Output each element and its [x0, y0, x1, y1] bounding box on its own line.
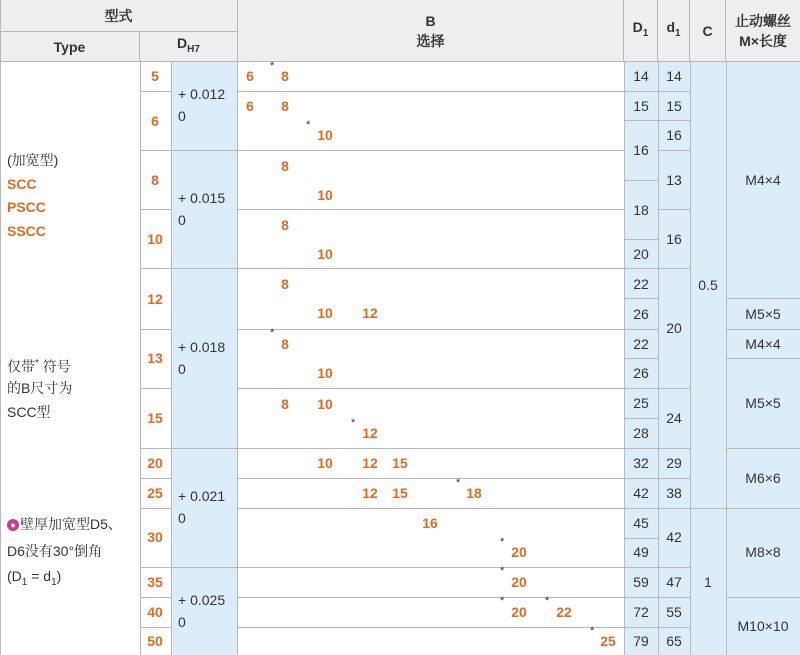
grid-line: [658, 627, 690, 628]
d1-value: 14: [666, 68, 682, 84]
b-value: 15: [392, 485, 408, 501]
grid-line: [658, 91, 690, 92]
grid-line: [624, 627, 658, 628]
d1-value: 42: [666, 529, 682, 545]
grid-line: [690, 508, 726, 509]
d-value: 10: [147, 231, 163, 247]
d-value: 12: [147, 291, 163, 307]
D1-value: 49: [633, 544, 649, 560]
scc-asterisk: *: [500, 536, 505, 548]
note-type-sscc: SSCC: [7, 223, 46, 239]
D1-value: 15: [633, 98, 649, 114]
d1-value: 15: [666, 98, 682, 114]
note-type-label: (加宽型): [7, 152, 59, 168]
b-value: 25: [600, 633, 616, 649]
D1-value: 26: [633, 365, 649, 381]
grid-line: [658, 209, 690, 210]
grid-line: [237, 209, 624, 210]
grid-line: [140, 329, 171, 330]
grid-line: [624, 120, 658, 121]
b-value: 12: [362, 305, 378, 321]
d-value: 6: [151, 113, 159, 129]
d-value: 25: [147, 485, 163, 501]
grid-line: [726, 298, 800, 299]
grid-line: [658, 150, 690, 151]
grid-line: [658, 567, 690, 568]
grid-line: [624, 597, 658, 598]
note-star-line1: 仅带* 符号: [7, 358, 71, 375]
b-value: 20: [511, 544, 527, 560]
screw-value: M5×5: [745, 395, 781, 411]
grid-line: [140, 150, 171, 151]
D1-value: 32: [633, 455, 649, 471]
tolerance-lower: 0: [178, 614, 186, 630]
header-screw: 止动螺丝 M×长度: [726, 0, 800, 62]
d1-value: 16: [666, 127, 682, 143]
grid-line: [237, 508, 624, 509]
grid-line: [624, 91, 658, 92]
grid-line: [237, 268, 624, 269]
C-value: 1: [704, 574, 712, 590]
grid-line: [624, 239, 658, 240]
b-value: 8: [281, 276, 289, 292]
d-value: 13: [147, 350, 163, 366]
scc-asterisk: *: [545, 595, 550, 607]
grid-line: [140, 448, 171, 449]
header-type-cn: 型式: [0, 0, 238, 32]
grid-line: [140, 627, 171, 628]
grid-line: [237, 597, 624, 598]
scc-asterisk: *: [590, 625, 595, 637]
note-star-line2: 的B尺寸为: [7, 380, 73, 396]
grid-line: [624, 478, 658, 479]
grid-line: [624, 567, 658, 568]
d1-value: 24: [666, 410, 682, 426]
D1-value: 28: [633, 425, 649, 441]
table-left-border: [0, 0, 1, 655]
b-value: 15: [392, 455, 408, 471]
d-value: 30: [147, 529, 163, 545]
grid-line: [624, 180, 658, 181]
d1-value: 65: [666, 633, 682, 649]
d1-value: 55: [666, 604, 682, 620]
grid-line: [624, 388, 658, 389]
screw-value: M4×4: [745, 336, 781, 352]
C-value: 0.5: [698, 277, 718, 293]
grid-line: [726, 597, 800, 598]
tolerance-lower: 0: [178, 108, 186, 124]
d-value: 50: [147, 633, 163, 649]
tolerance-upper: + 0.025: [178, 592, 226, 608]
grid-line: [726, 508, 800, 509]
b-value: 10: [317, 396, 333, 412]
scc-asterisk: *: [270, 327, 275, 339]
grid-line: [140, 478, 171, 479]
note-wall-line3: $(D_1 = d_1)$: [7, 568, 62, 588]
note-wall-line1: ● 壁厚加宽型D5、: [7, 516, 122, 532]
grid-line: [140, 91, 171, 92]
d-value: 15: [147, 410, 163, 426]
grid-line: [171, 448, 237, 449]
grid-line: [726, 329, 800, 330]
b-value: 10: [317, 187, 333, 203]
grid-line: [237, 627, 624, 628]
D1-value: 22: [633, 276, 649, 292]
note-star-line3: SCC型: [7, 404, 51, 420]
b-value: 10: [317, 365, 333, 381]
grid-line: [237, 329, 624, 330]
grid-line: [140, 209, 171, 210]
b-value: 8: [281, 336, 289, 352]
grid-line: [237, 150, 624, 151]
grid-line: [624, 418, 658, 419]
scc-asterisk: *: [500, 565, 505, 577]
grid-line: [658, 478, 690, 479]
header-D1: $D_1$: [624, 0, 658, 62]
grid-line: [658, 268, 690, 269]
grid-line: [624, 358, 658, 359]
header-C: C: [690, 0, 726, 62]
screw-value: M8×8: [745, 544, 781, 560]
C-column-bg: [690, 62, 726, 655]
d1-value: 13: [666, 172, 682, 188]
b-value: 10: [317, 127, 333, 143]
scc-asterisk: *: [351, 417, 356, 429]
b-value: 20: [511, 574, 527, 590]
note-type-scc: SCC: [7, 176, 37, 192]
grid-line: [140, 388, 171, 389]
b-value: 18: [466, 485, 482, 501]
grid-line: [140, 567, 171, 568]
grid-line: [237, 567, 624, 568]
D1-value: 26: [633, 306, 649, 322]
b-value: 10: [317, 455, 333, 471]
b-value: 6: [246, 98, 254, 114]
b-value: 20: [511, 604, 527, 620]
D1-value: 14: [633, 68, 649, 84]
d-value: 20: [147, 455, 163, 471]
b-value: 10: [317, 246, 333, 262]
b-value: 8: [281, 158, 289, 174]
grid-line: [624, 329, 658, 330]
D1-value: 25: [633, 395, 649, 411]
b-value: 10: [317, 305, 333, 321]
grid-line: [237, 448, 624, 449]
b-value: 16: [422, 515, 438, 531]
scc-asterisk: *: [306, 119, 311, 131]
header-type-en: Type: [0, 32, 140, 62]
grid-line: [171, 150, 237, 151]
grid-line: [624, 268, 658, 269]
grid-line: [658, 120, 690, 121]
b-value: 8: [281, 396, 289, 412]
grid-line: [237, 91, 624, 92]
D1-value: 72: [633, 604, 649, 620]
screw-value: M10×10: [737, 618, 789, 634]
grid-line: [624, 448, 658, 449]
pin-icon: ●: [7, 519, 19, 531]
tolerance-lower: 0: [178, 361, 186, 377]
D1-value: 59: [633, 574, 649, 590]
note-type-pscc: PSCC: [7, 199, 46, 215]
tolerance-upper: + 0.018: [178, 339, 226, 355]
tolerance-upper: + 0.012: [178, 86, 226, 102]
grid-line: [237, 388, 624, 389]
d-value: 5: [151, 68, 159, 84]
grid-line: [624, 508, 658, 509]
note-wall-line2: D6没有30°倒角: [7, 543, 103, 559]
grid-line: [658, 388, 690, 389]
b-value: 12: [362, 485, 378, 501]
scc-asterisk: *: [456, 477, 461, 489]
d1-value: 16: [666, 231, 682, 247]
D1-value: 45: [633, 515, 649, 531]
header-b-selection: B 选择: [238, 0, 624, 62]
scc-asterisk: *: [270, 60, 275, 72]
grid-line: [140, 268, 171, 269]
d-value: 40: [147, 604, 163, 620]
screw-value: M4×4: [745, 172, 781, 188]
D1-value: 22: [633, 336, 649, 352]
header-dh7: $D_{H7}$: [140, 32, 238, 62]
grid-line: [140, 597, 171, 598]
b-value: 12: [362, 425, 378, 441]
b-value: 8: [281, 98, 289, 114]
b-value: 22: [556, 604, 572, 620]
d1-value: 29: [666, 455, 682, 471]
grid-line: [171, 567, 237, 568]
b-value: 6: [246, 68, 254, 84]
grid-line: [624, 538, 658, 539]
grid-line: [658, 448, 690, 449]
tolerance-upper: + 0.015: [178, 190, 226, 206]
b-value: 12: [362, 455, 378, 471]
screw-value: M6×6: [745, 470, 781, 486]
D1-value: 79: [633, 633, 649, 649]
screw-value: M5×5: [745, 306, 781, 322]
D1-value: 20: [633, 246, 649, 262]
grid-line: [726, 448, 800, 449]
tolerance-lower: 0: [178, 510, 186, 526]
tolerance-upper: + 0.021: [178, 488, 226, 504]
scc-asterisk: *: [500, 595, 505, 607]
d-value: 35: [147, 574, 163, 590]
D1-value: 42: [633, 485, 649, 501]
grid-line: [140, 508, 171, 509]
b-value: 8: [281, 68, 289, 84]
d1-value: 38: [666, 485, 682, 501]
grid-line: [171, 268, 237, 269]
header-d1: $d_1$: [658, 0, 690, 62]
tolerance-lower: 0: [178, 212, 186, 228]
D1-value: 18: [633, 202, 649, 218]
grid-line: [624, 298, 658, 299]
grid-line: [658, 508, 690, 509]
D1-value: 16: [633, 142, 649, 158]
d1-value: 20: [666, 320, 682, 336]
d1-value: 47: [666, 574, 682, 590]
grid-line: [726, 358, 800, 359]
b-value: 8: [281, 217, 289, 233]
grid-line: [658, 597, 690, 598]
grid-line: [237, 478, 624, 479]
grid-line: [690, 62, 691, 655]
d-value: 8: [151, 172, 159, 188]
